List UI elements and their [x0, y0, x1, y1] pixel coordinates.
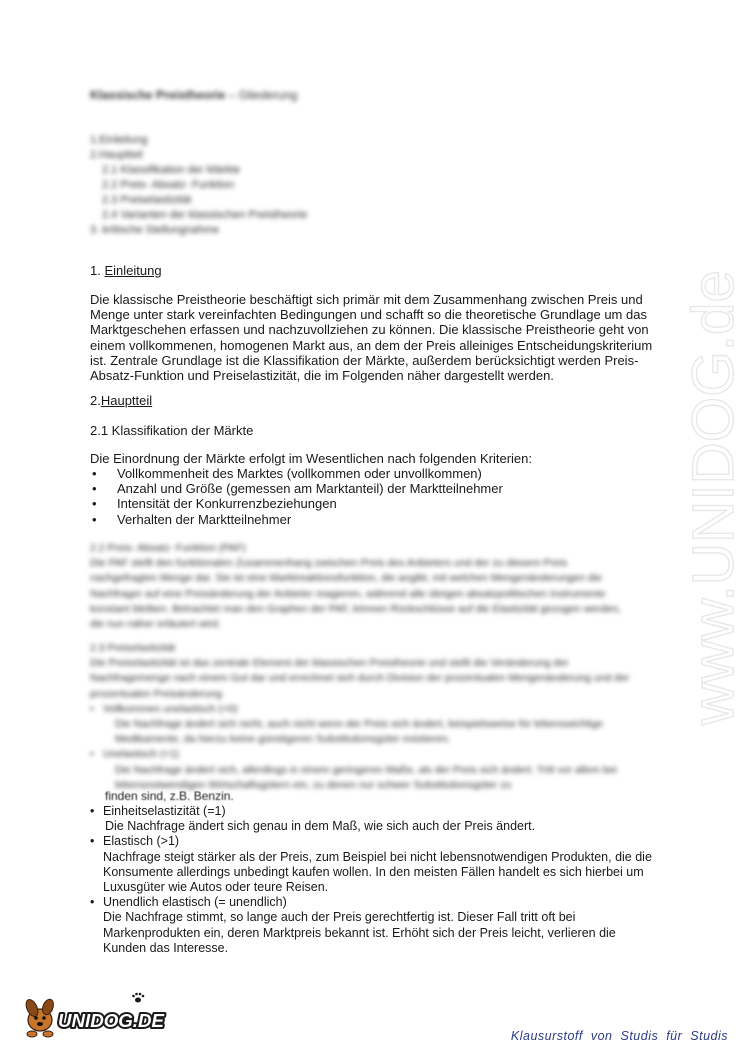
title-bold: Klassische Preistheorie — [90, 88, 226, 102]
list-item: • Elastisch (>1) Nachfrage steigt stärker als der Preis, zum Beispiel bei nicht lebensnotwendigen Produkten, die die Konsumente allerdings unbedingt kaufen wollen. In den meisten Fällen handelt es sich hierbei um Luxusgüter wie Autos oder teure Reisen. — [90, 834, 660, 895]
toc-item: 2.2 Preis- Absatz- Funktion — [102, 179, 235, 191]
footer-tagline: Klausurstoff von Studis für Studis — [510, 1029, 728, 1043]
watermark-text: www.UNIDOG.de — [681, 273, 746, 725]
paw-print-icon — [132, 993, 144, 1003]
watermark — [655, 260, 750, 730]
toc-item: 2.3 Preiselastizität — [102, 194, 192, 206]
section-23-heading: 2.3 Preiselastizität — [90, 642, 176, 654]
list-item: • Anzahl und Größe (gemessen am Marktanteil) der Marktteilnehmer — [90, 481, 650, 496]
table-of-contents — [90, 133, 307, 238]
criteria-list — [90, 466, 650, 527]
intro-paragraph: Die klassische Preistheorie beschäftigt sich primär mit dem Zusammenhang zwischen Preis und Menge unter stark vereinfachten Bedingungen und schafft so die theoretische Grundlage um das Marktgeschehen erfassen und nachzuvollziehen zu können. Die klassische Preistheorie geht von einem vollkommenen, homogenen Markt aus, an dem der Preis alleiniges Entscheidungskriterium ist. Zentrale Grundlage ist die Klassifikation der Märkte, außerdem berücksichtigt werden Preis-Absatz-Funktion und Preiselastizität, die im Folgenden näher dargestellt werden. — [90, 292, 653, 384]
hauptteil-heading: 2.Hauptteil — [90, 393, 153, 408]
section-21-intro: Die Einordnung der Märkte erfolgt im Wesentlichen nach folgenden Kriterien: — [90, 451, 532, 466]
section-23 — [90, 641, 635, 793]
elasticity-list — [90, 804, 660, 956]
section-22-heading: 2.2 Preis- Absatz- Funktion (PAF) — [90, 542, 246, 554]
section-21-heading: 2.1 Klassifikation der Märkte — [90, 423, 254, 438]
toc-item: 2.4 Varianten der klassischen Preistheorie — [102, 209, 308, 221]
toc-item: 2.1 Klassifikation der Märkte — [102, 164, 241, 176]
list-item: • Verhalten der Marktteilnehmer — [90, 512, 650, 527]
title-rest: – Gliederung — [225, 88, 298, 102]
dog-mascot-icon — [24, 998, 56, 1037]
toc-item: 1.Einleitung — [90, 134, 148, 146]
document-title — [90, 88, 297, 102]
logo-text: UNIDOG.DE — [58, 1011, 166, 1031]
toc-item: 3. kritische Stellungnahme — [90, 224, 220, 236]
section-22 — [90, 541, 635, 632]
unidog-logo[interactable] — [18, 988, 168, 1040]
toc-item: 2.Hauptteil — [90, 149, 143, 161]
section-23-text: Die Preiselastizität ist das zentrale Element der klassischen Preistheorie und stellt die Veränderung der Nachfragemenge nach einem Gut dar und errechnet sich durch Division der prozentualen Mengenänderung und der prozentualen Preisänderung — [90, 657, 630, 700]
list-item: • Einheitselastizität (=1) Die Nachfrage ändert sich genau in dem Maß, wie sich auch der Preis ändert. — [90, 804, 660, 834]
list-item: • Vollkommenheit des Marktes (vollkommen oder unvollkommen) — [90, 466, 650, 481]
blurred-elasticity-list — [90, 702, 635, 793]
list-item: • Unendlich elastisch (= unendlich) Die Nachfrage stimmt, so lange auch der Preis gerechtfertig ist. Dieser Fall tritt oft bei Markenprodukten ein, deren Marktpreis bekannt ist. Erhöht sich der Preis leicht, verlieren die Kunden das Interesse. — [90, 895, 660, 956]
list-item: • Intensität der Konkurrenzbeziehungen — [90, 496, 650, 511]
list-item: • Unelastisch (<1) Die Nachfrage ändert sich, allerdings in einem geringeren Maße, als der Preis sich ändert. Tritt vor allem bei lebensnotwendigen Wirtschaftsgütern ein, zu denen nur schwer Substitutionsgüter zu — [90, 747, 635, 793]
partial-line: finden sind, z.B. Benzin. — [105, 789, 234, 803]
einleitung-heading: 1. Einleitung — [90, 263, 162, 278]
list-item: • Vollkommen unelastisch (=0) Die Nachfrage ändert sich nicht, auch nicht wenn der Preis sich ändert, beispielsweise für lebenswichtige Medikamente, da hierzu keine günstigeren Substitutionsgüter existieren. — [90, 702, 635, 748]
section-22-text: Die PAF stellt den funktionalen Zusammenhang zwischen Preis des Anbieters und der zu diesem Preis nachgefragten Menge dar. Sie ist eine Marktreaktionsfunktion, die angibt, mit welchen Mengenänderungen die Nachfrager auf eine Preisänderung der Anbieter reagieren, während alle übrigen absatzpolitischen Instrumente konstant bleiben. Betrachtet man den Graphen der PAF, können Rückschlüsse auf die Elastizität gezogen werden, die nun näher erläutert wird. — [90, 557, 621, 631]
watermark-svg — [655, 260, 750, 730]
